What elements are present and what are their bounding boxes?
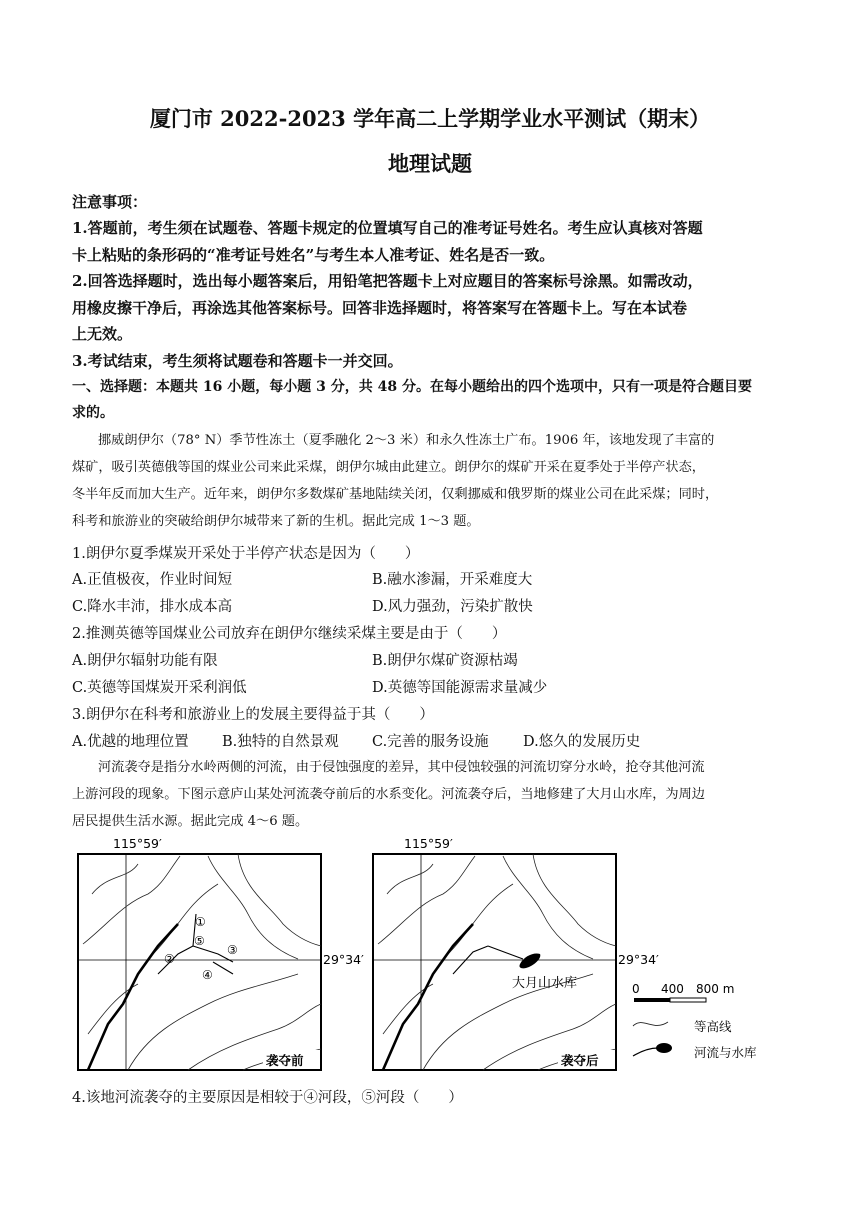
contour-lines xyxy=(378,854,616,1070)
map-before xyxy=(78,836,321,1070)
scale-end: 800 m xyxy=(696,982,735,996)
segment-label: ③ xyxy=(227,943,238,957)
section-heading: 一、选择题：本题共 16 小题，每小题 3 分，共 48 分。在每小题给出的四个选项中，只有一项是符合题目要 xyxy=(72,379,752,395)
notice-line: 3.考试结束，考生须将试题卷和答题卡一并交回。 xyxy=(72,352,403,370)
river-capture-maps xyxy=(68,834,788,1079)
map-legend xyxy=(632,982,757,1060)
notice-line: 用橡皮擦干净后，再涂选其他答案标号。回答非选择题时，将答案写在答题卡上。写在本试卷 xyxy=(72,299,688,317)
reservoir-legend-icon xyxy=(656,1043,672,1053)
reservoir-label: 大月山水库 xyxy=(512,976,578,991)
option-c: C.降水丰沛，排水成本高 xyxy=(72,599,233,615)
scale-bar xyxy=(670,998,706,1002)
exam-subtitle: 地理试题 xyxy=(388,151,472,176)
notice-line: 卡上粘贴的条形码的“准考证号姓名”与考生本人准考证、姓名是否一致。 xyxy=(72,246,555,264)
before-label: 袭夺前 xyxy=(266,1053,304,1068)
latitude-label: 29°34′ xyxy=(618,952,659,967)
passage-line: 居民提供生活水源。据此完成 4～6 题。 xyxy=(72,814,309,829)
option-a: A.优越的地理位置 xyxy=(72,734,189,750)
map-frame xyxy=(78,854,321,1070)
notice-line: 2.回答选择题时，选出每小题答案后，用铅笔把答题卡上对应题目的答案标号涂黑。如需改动， xyxy=(72,272,703,290)
passage-line: 上游河段的现象。下图示意庐山某处河流袭夺前后的水系变化。河流袭夺后，当地修建了大月山水库，为周边 xyxy=(72,787,705,802)
segment-label: ① xyxy=(195,915,206,929)
latitude-label: 29°34′ xyxy=(323,952,364,967)
notice-line: 上无效。 xyxy=(72,325,133,343)
passage-2 xyxy=(72,754,792,835)
map-frame xyxy=(373,854,616,1070)
question-stem: 4.该地河流袭夺的主要原因是相较于④河段，⑤河段（ ） xyxy=(72,1090,463,1106)
option-b: B.独特的自然景观 xyxy=(222,734,339,750)
question-stem: 1.朗伊尔夏季煤炭开采处于半停产状态是因为（ ） xyxy=(72,546,420,562)
longitude-label: 115°59′ xyxy=(404,836,453,851)
scale-mid: 400 xyxy=(661,982,684,996)
option-c: C.英德等国煤炭开采利润低 xyxy=(72,680,247,696)
river-segment xyxy=(488,946,523,959)
longitude-label: 115°59′ xyxy=(113,836,162,851)
scale-bar xyxy=(634,998,670,1002)
after-label: 袭夺后 xyxy=(561,1053,599,1068)
option-a: A.正值极夜，作业时间短 xyxy=(72,572,233,588)
option-b: B.朗伊尔煤矿资源枯竭 xyxy=(372,653,518,669)
question-stem: 2.推测英德等国煤业公司放弃在朗伊尔继续采煤主要是由于（ ） xyxy=(72,626,507,642)
map-after xyxy=(373,836,616,1070)
passage-line: 科考和旅游业的突破给朗伊尔城带来了新的生机。据此完成 1～3 题。 xyxy=(72,514,480,529)
contour-legend-icon xyxy=(633,1022,668,1026)
main-river xyxy=(383,924,473,1070)
passage-line: 河流袭夺是指分水岭两侧的河流，由于侵蚀强度的差异，其中侵蚀较强的河流切穿分水岭，抢夺其他河流 xyxy=(98,760,705,775)
contour-legend-label: 等高线 xyxy=(694,1019,732,1034)
question-stem: 3.朗伊尔在科考和旅游业上的发展主要得益于其（ ） xyxy=(72,707,434,723)
segment-label: ② xyxy=(164,952,175,966)
passage-1 xyxy=(72,427,792,535)
passage-line: 挪威朗伊尔（78° N）季节性冻土（夏季融化 2～3 米）和永久性冻土广布。1906 年，该地发现了丰富的 xyxy=(98,433,715,448)
reservoir-shape xyxy=(519,953,540,968)
exam-title: 厦门市 2022-2023 学年高二上学期学业水平测试（期末） xyxy=(149,106,711,131)
passage-line: 冬半年反而加大生产。近年来，朗伊尔多数煤矿基地陆续关闭，仅剩挪威和俄罗斯的煤业公司在此采煤；同时， xyxy=(72,487,719,502)
option-a: A.朗伊尔辐射功能有限 xyxy=(72,653,218,669)
main-river xyxy=(88,924,178,1070)
notice-line: 1.答题前，考生须在试题卷、答题卡规定的位置填写自己的准考证号姓名。考生应认真核对答题 xyxy=(72,219,703,237)
scale-zero: 0 xyxy=(632,982,640,996)
option-c: C.完善的服务设施 xyxy=(372,734,489,750)
river-legend-label: 河流与水库 xyxy=(694,1045,757,1060)
section-heading-cont: 求的。 xyxy=(72,405,114,421)
contour-lines xyxy=(83,854,321,1070)
segment-label: ④ xyxy=(202,968,213,982)
notice-heading: 注意事项： xyxy=(72,193,148,211)
river-legend-icon xyxy=(633,1048,658,1056)
option-b: B.融水渗漏，开采难度大 xyxy=(372,572,533,588)
river-segment xyxy=(213,962,233,974)
passage-line: 煤矿，吸引英德俄等国的煤业公司来此采煤，朗伊尔城由此建立。朗伊尔的煤矿开采在夏季处于半停产状态， xyxy=(72,460,705,475)
segment-label: ⑤ xyxy=(194,934,205,948)
option-d: D.英德等国能源需求量减少 xyxy=(372,680,548,696)
option-d: D.悠久的发展历史 xyxy=(523,734,641,750)
option-d: D.风力强劲，污染扩散快 xyxy=(372,599,533,615)
